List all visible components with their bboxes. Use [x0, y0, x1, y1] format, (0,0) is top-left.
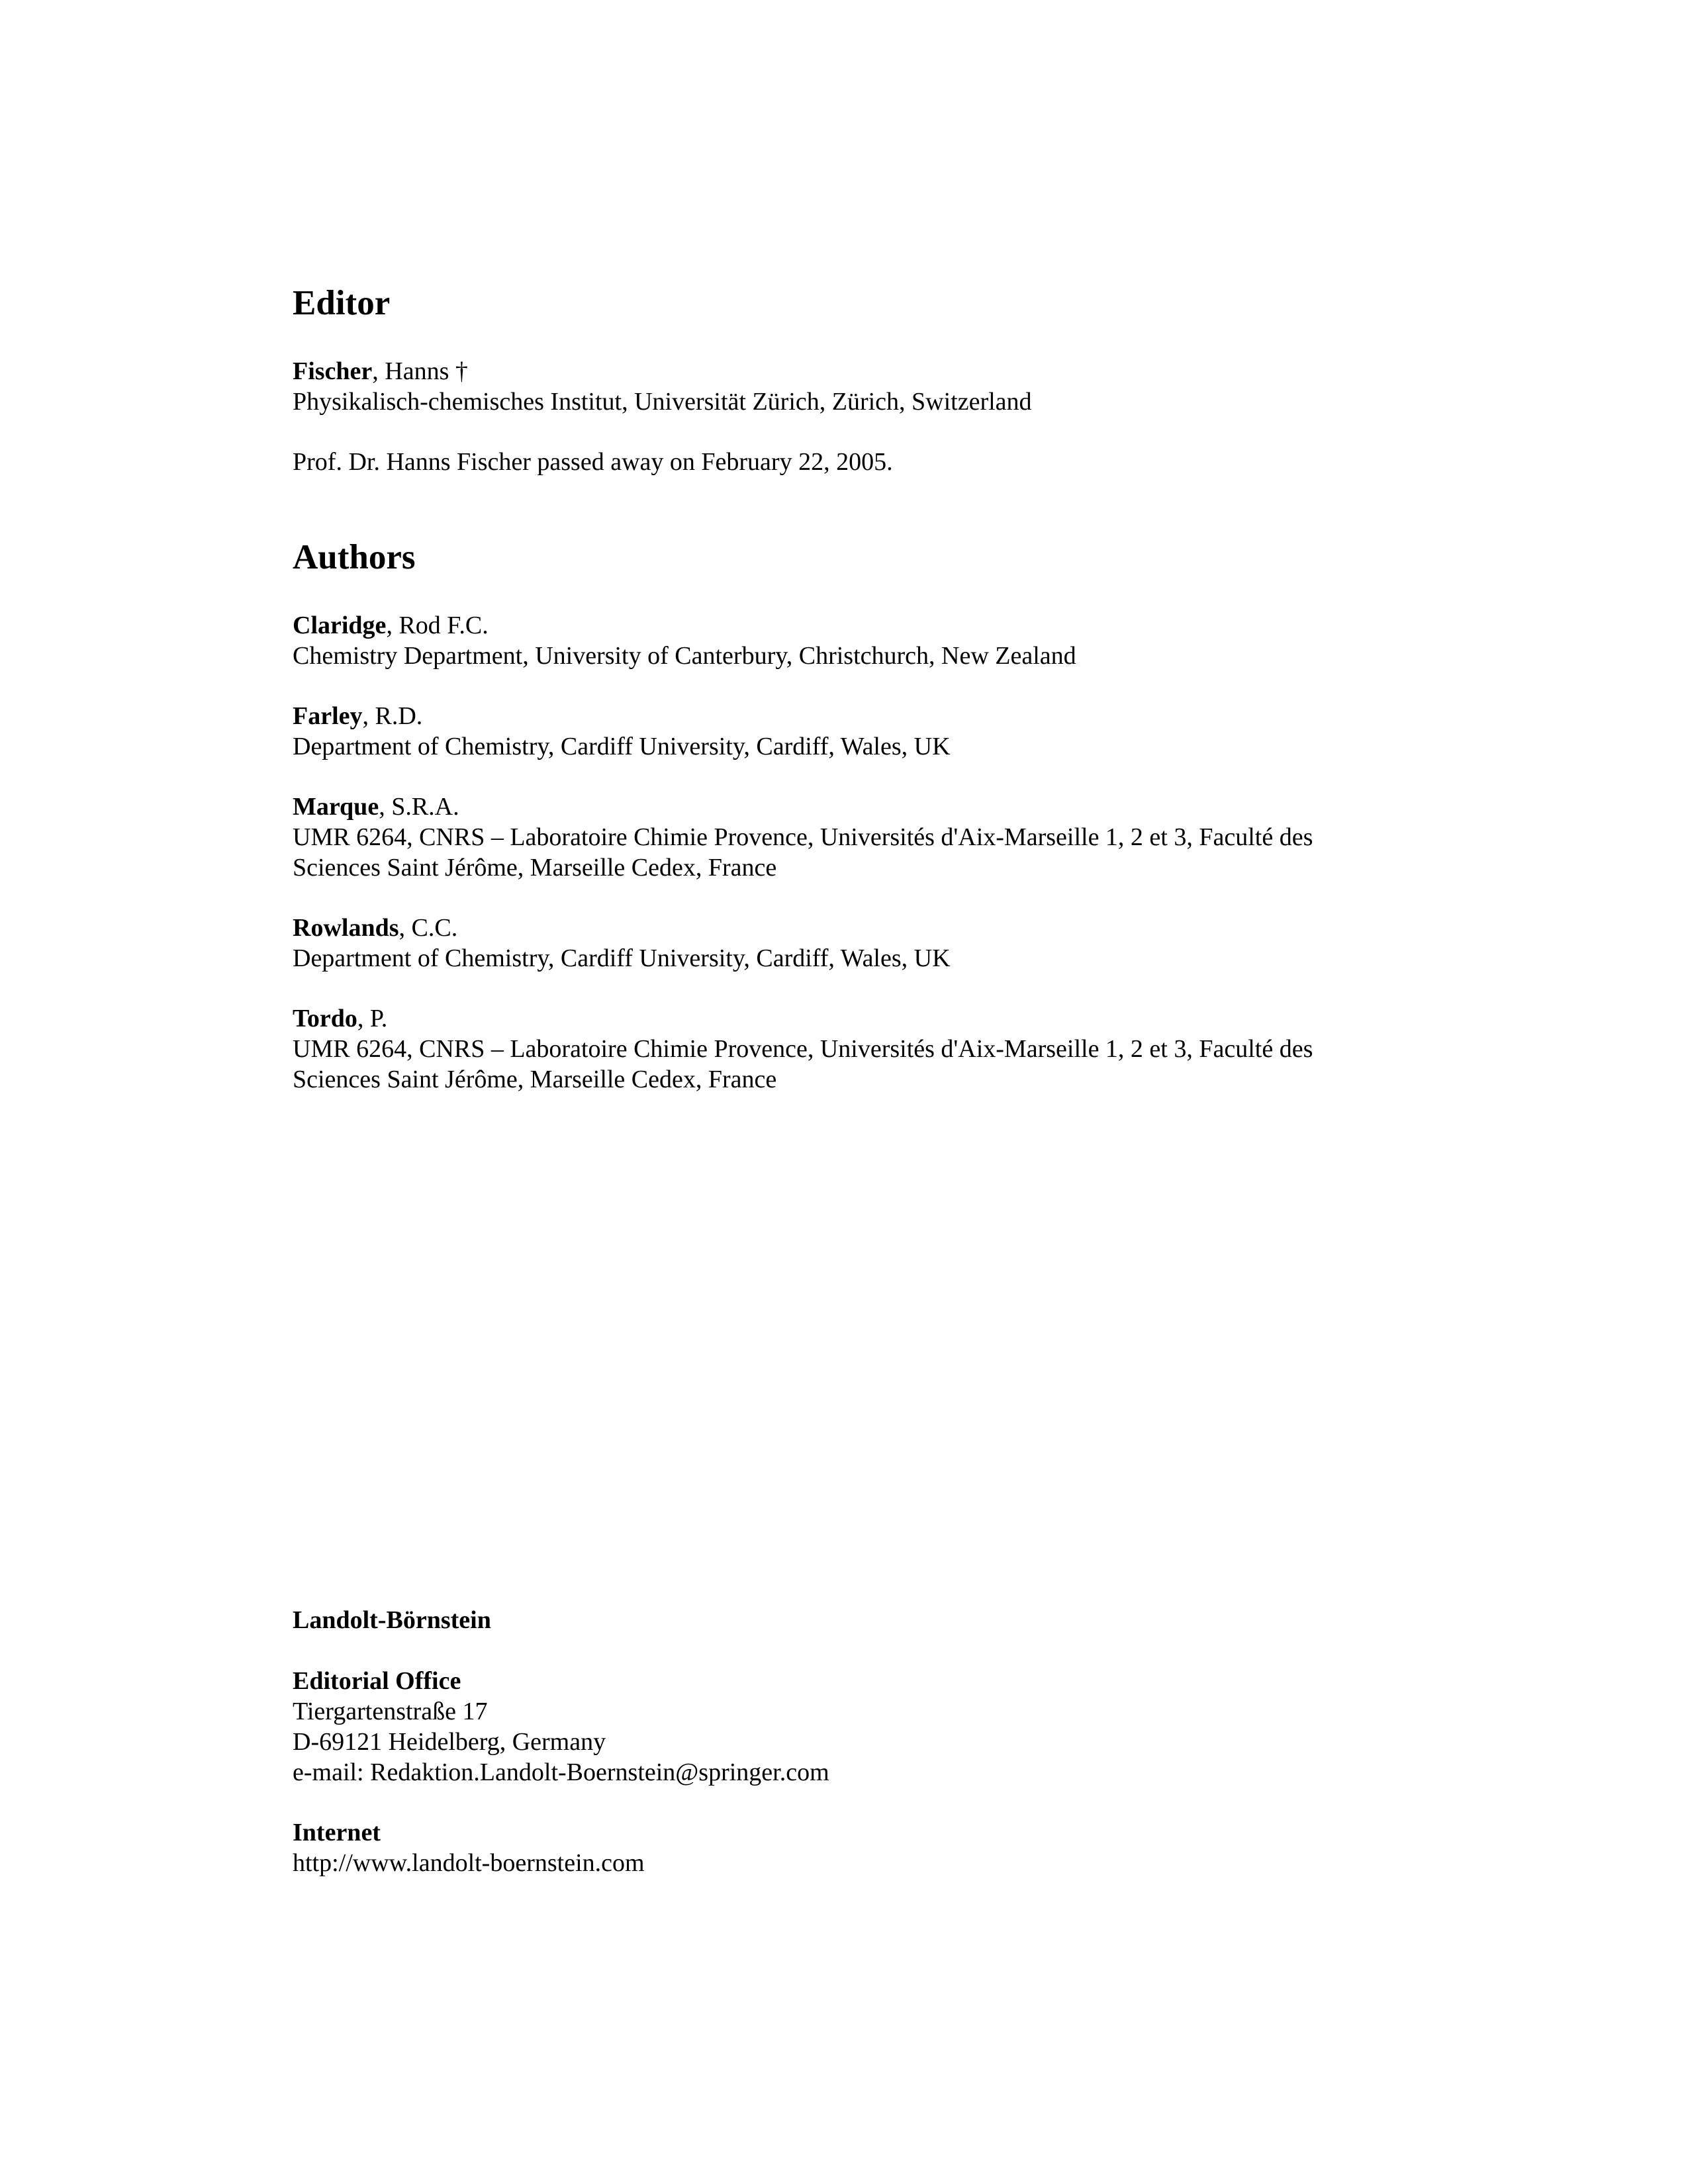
- editor-note: Prof. Dr. Hanns Fischer passed away on February 22, 2005.: [293, 448, 893, 476]
- editor-name: [293, 356, 1418, 387]
- author-affiliation-line-1: UMR 6264, CNRS – Laboratoire Chimie Provence, Universités d'Aix-Marseille 1, 2 et 3, Faculté des: [293, 1035, 1313, 1063]
- author-surname: Claridge: [293, 612, 387, 639]
- author-given-name: , Rod F.C.: [386, 612, 489, 639]
- author-affiliation: Department of Chemistry, Cardiff University, Cardiff, Wales, UK: [293, 944, 951, 972]
- author-given-name: , S.R.A.: [379, 793, 459, 821]
- author-name: [293, 610, 1418, 641]
- editor-surname: Fischer: [293, 357, 373, 385]
- page: [293, 0, 1418, 2184]
- author-affiliation-line-1: UMR 6264, CNRS – Laboratoire Chimie Provence, Universités d'Aix-Marseille 1, 2 et 3, Faculté des: [293, 823, 1313, 851]
- editor-given-name: , Hanns †: [372, 357, 468, 385]
- author-affiliation-line-2: Sciences Saint Jérôme, Marseille Cedex, France: [293, 854, 777, 882]
- authors-heading: Authors: [293, 538, 416, 576]
- author-given-name: , P.: [357, 1005, 388, 1032]
- author-name: [293, 701, 1418, 731]
- author-affiliation: Department of Chemistry, Cardiff University, Cardiff, Wales, UK: [293, 733, 951, 760]
- author-name: [293, 913, 1418, 943]
- office-street: Tiergartenstraße 17: [293, 1698, 488, 1725]
- editor-affiliation: Physikalisch-chemisches Institut, Universität Zürich, Zürich, Switzerland: [293, 388, 1032, 416]
- author-given-name: , C.C.: [399, 914, 458, 942]
- author-surname: Farley: [293, 702, 363, 730]
- author-entry: [293, 913, 1418, 974]
- editorial-office-block: [293, 1666, 1418, 1788]
- office-city: D-69121 Heidelberg, Germany: [293, 1728, 606, 1756]
- author-entry: [293, 701, 1418, 762]
- author-affiliation: Chemistry Department, University of Canterbury, Christchurch, New Zealand: [293, 642, 1076, 670]
- author-name: [293, 1003, 1418, 1034]
- authors-section: [293, 537, 1418, 577]
- author-surname: Tordo: [293, 1005, 357, 1032]
- publisher-title: Landolt-Börnstein: [293, 1606, 491, 1634]
- author-entry: [293, 610, 1418, 671]
- office-email[interactable]: e-mail: Redaktion.Landolt-Boernstein@springer.com: [293, 1758, 829, 1786]
- author-given-name: , R.D.: [362, 702, 423, 730]
- editor-section: [293, 283, 1418, 323]
- editor-entry: [293, 356, 1418, 417]
- author-name: [293, 792, 1418, 822]
- editorial-office-heading: Editorial Office: [293, 1667, 461, 1695]
- author-surname: Rowlands: [293, 914, 399, 942]
- editor-heading: Editor: [293, 284, 391, 322]
- author-entry: [293, 1003, 1418, 1095]
- internet-heading: Internet: [293, 1819, 381, 1846]
- editor-note-block: [293, 447, 1418, 477]
- internet-block: [293, 1817, 1418, 1878]
- author-surname: Marque: [293, 793, 379, 821]
- publisher-section: [293, 1605, 1418, 1635]
- website-link[interactable]: http://www.landolt-boernstein.com: [293, 1849, 645, 1877]
- author-entry: [293, 792, 1418, 883]
- author-affiliation-line-2: Sciences Saint Jérôme, Marseille Cedex, France: [293, 1066, 777, 1093]
